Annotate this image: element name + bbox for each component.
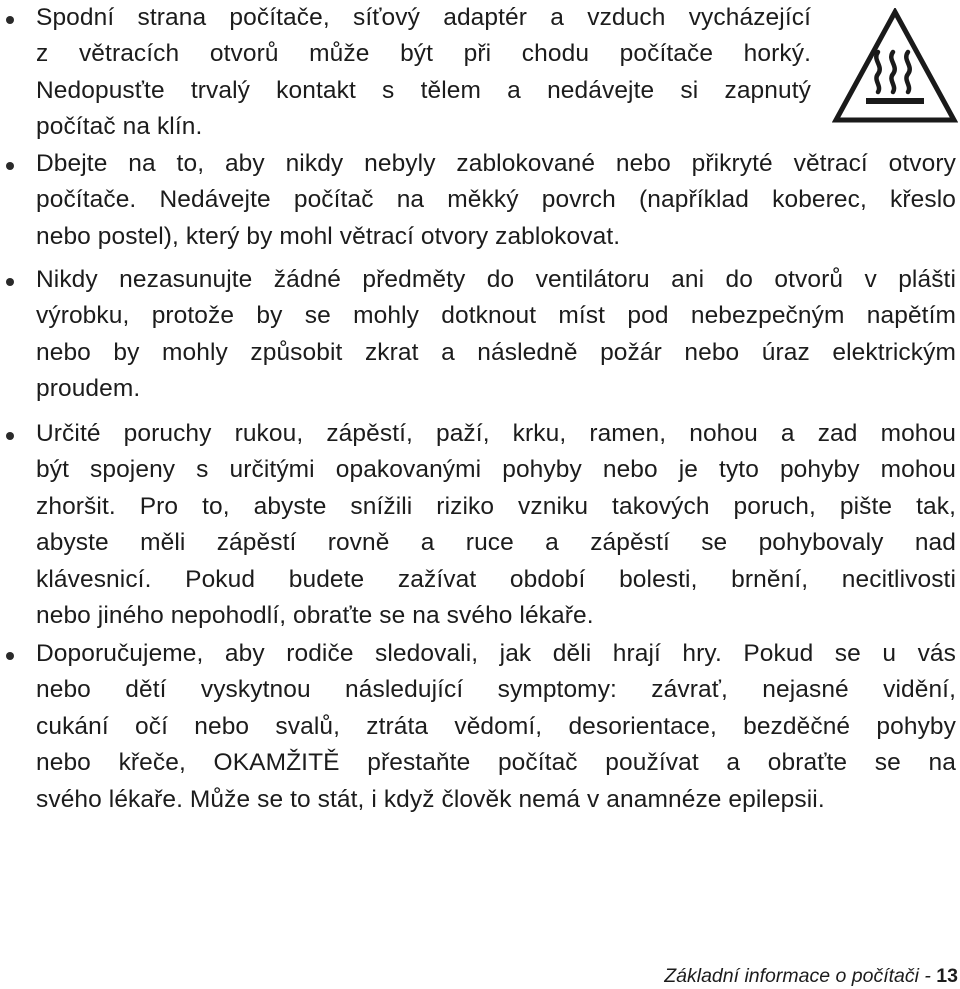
text-line: Spodní strana počítače, síťový adaptér a vzduch vycházející <box>36 4 811 31</box>
page-footer <box>664 963 958 989</box>
text-line: Nikdy nezasunujte žádné předměty do ventilátoru ani do otvorů v plášti <box>36 266 956 293</box>
text-line: Dbejte na to, aby nikdy nebyly zablokované nebo přikryté větrací otvory <box>36 150 956 177</box>
text-line: cukání očí nebo svalů, ztráta vědomí, desorientace, bezděčné pohyby <box>36 712 956 740</box>
footer-section-title: Základní informace o počítači - <box>664 965 931 987</box>
text-line: výrobku, protože by se mohly dotknout míst pod nebezpečným napětím <box>36 302 956 330</box>
text-line: abyste měli zápěstí rovně a ruce a zápěstí se pohybovaly nad <box>36 529 956 557</box>
text-line: Určité poruchy rukou, zápěstí, paží, krku, ramen, nohou a zad mohou <box>36 420 956 447</box>
bullet-dot <box>6 652 14 660</box>
text-line: Doporučujeme, aby rodiče sledovali, jak děli hrají hry. Pokud se u vás <box>36 640 956 667</box>
text-line: nebo jiného nepohodlí, obraťte se na svého lékaře. <box>36 602 594 630</box>
text-line: nebo postel), který by mohl větrací otvory zablokovat. <box>36 222 621 250</box>
text-line: proudem. <box>36 375 141 403</box>
text-line: nebo křeče, OKAMŽITĚ přestaňte počítač používat a obraťte se na <box>36 749 956 777</box>
bullet-dot <box>6 278 14 286</box>
bullet-dot <box>6 432 14 440</box>
text-line: počítač na klín. <box>36 113 203 141</box>
text-line: Nedopusťte trvalý kontakt s tělem a nedávejte si zapnutý <box>36 76 811 104</box>
list-item-text <box>36 0 811 146</box>
text-line: nebo dětí vyskytnou následující symptomy: závrať, nejasné vidění, <box>36 676 956 704</box>
list-item-text <box>36 416 956 634</box>
bullet-dot <box>6 162 14 170</box>
text-line: zhoršit. Pro to, abyste snížili riziko vzniku takových poruch, pište tak, <box>36 492 956 520</box>
list-item-text <box>36 636 956 818</box>
hot-surface-warning-icon <box>832 8 958 124</box>
text-line: být spojeny s určitými opakovanými pohyby nebo je tyto pohyby mohou <box>36 456 956 484</box>
list-item-text <box>36 262 956 408</box>
text-line: svého lékaře. Může se to stát, i když člověk nemá v anamnéze epilepsii. <box>36 785 825 813</box>
text-line: počítače. Nedávejte počítač na měkký povrch (například koberec, křeslo <box>36 186 956 214</box>
text-line: klávesnicí. Pokud budete zažívat období bolesti, brnění, necitlivosti <box>36 565 956 593</box>
bullet-dot <box>6 16 14 24</box>
page-number: 13 <box>936 965 958 987</box>
text-line: nebo by mohly způsobit zkrat a následně požár nebo úraz elektrickým <box>36 338 956 366</box>
list-item-text <box>36 146 956 255</box>
text-line: z větracích otvorů může být při chodu počítače horký. <box>36 40 811 68</box>
